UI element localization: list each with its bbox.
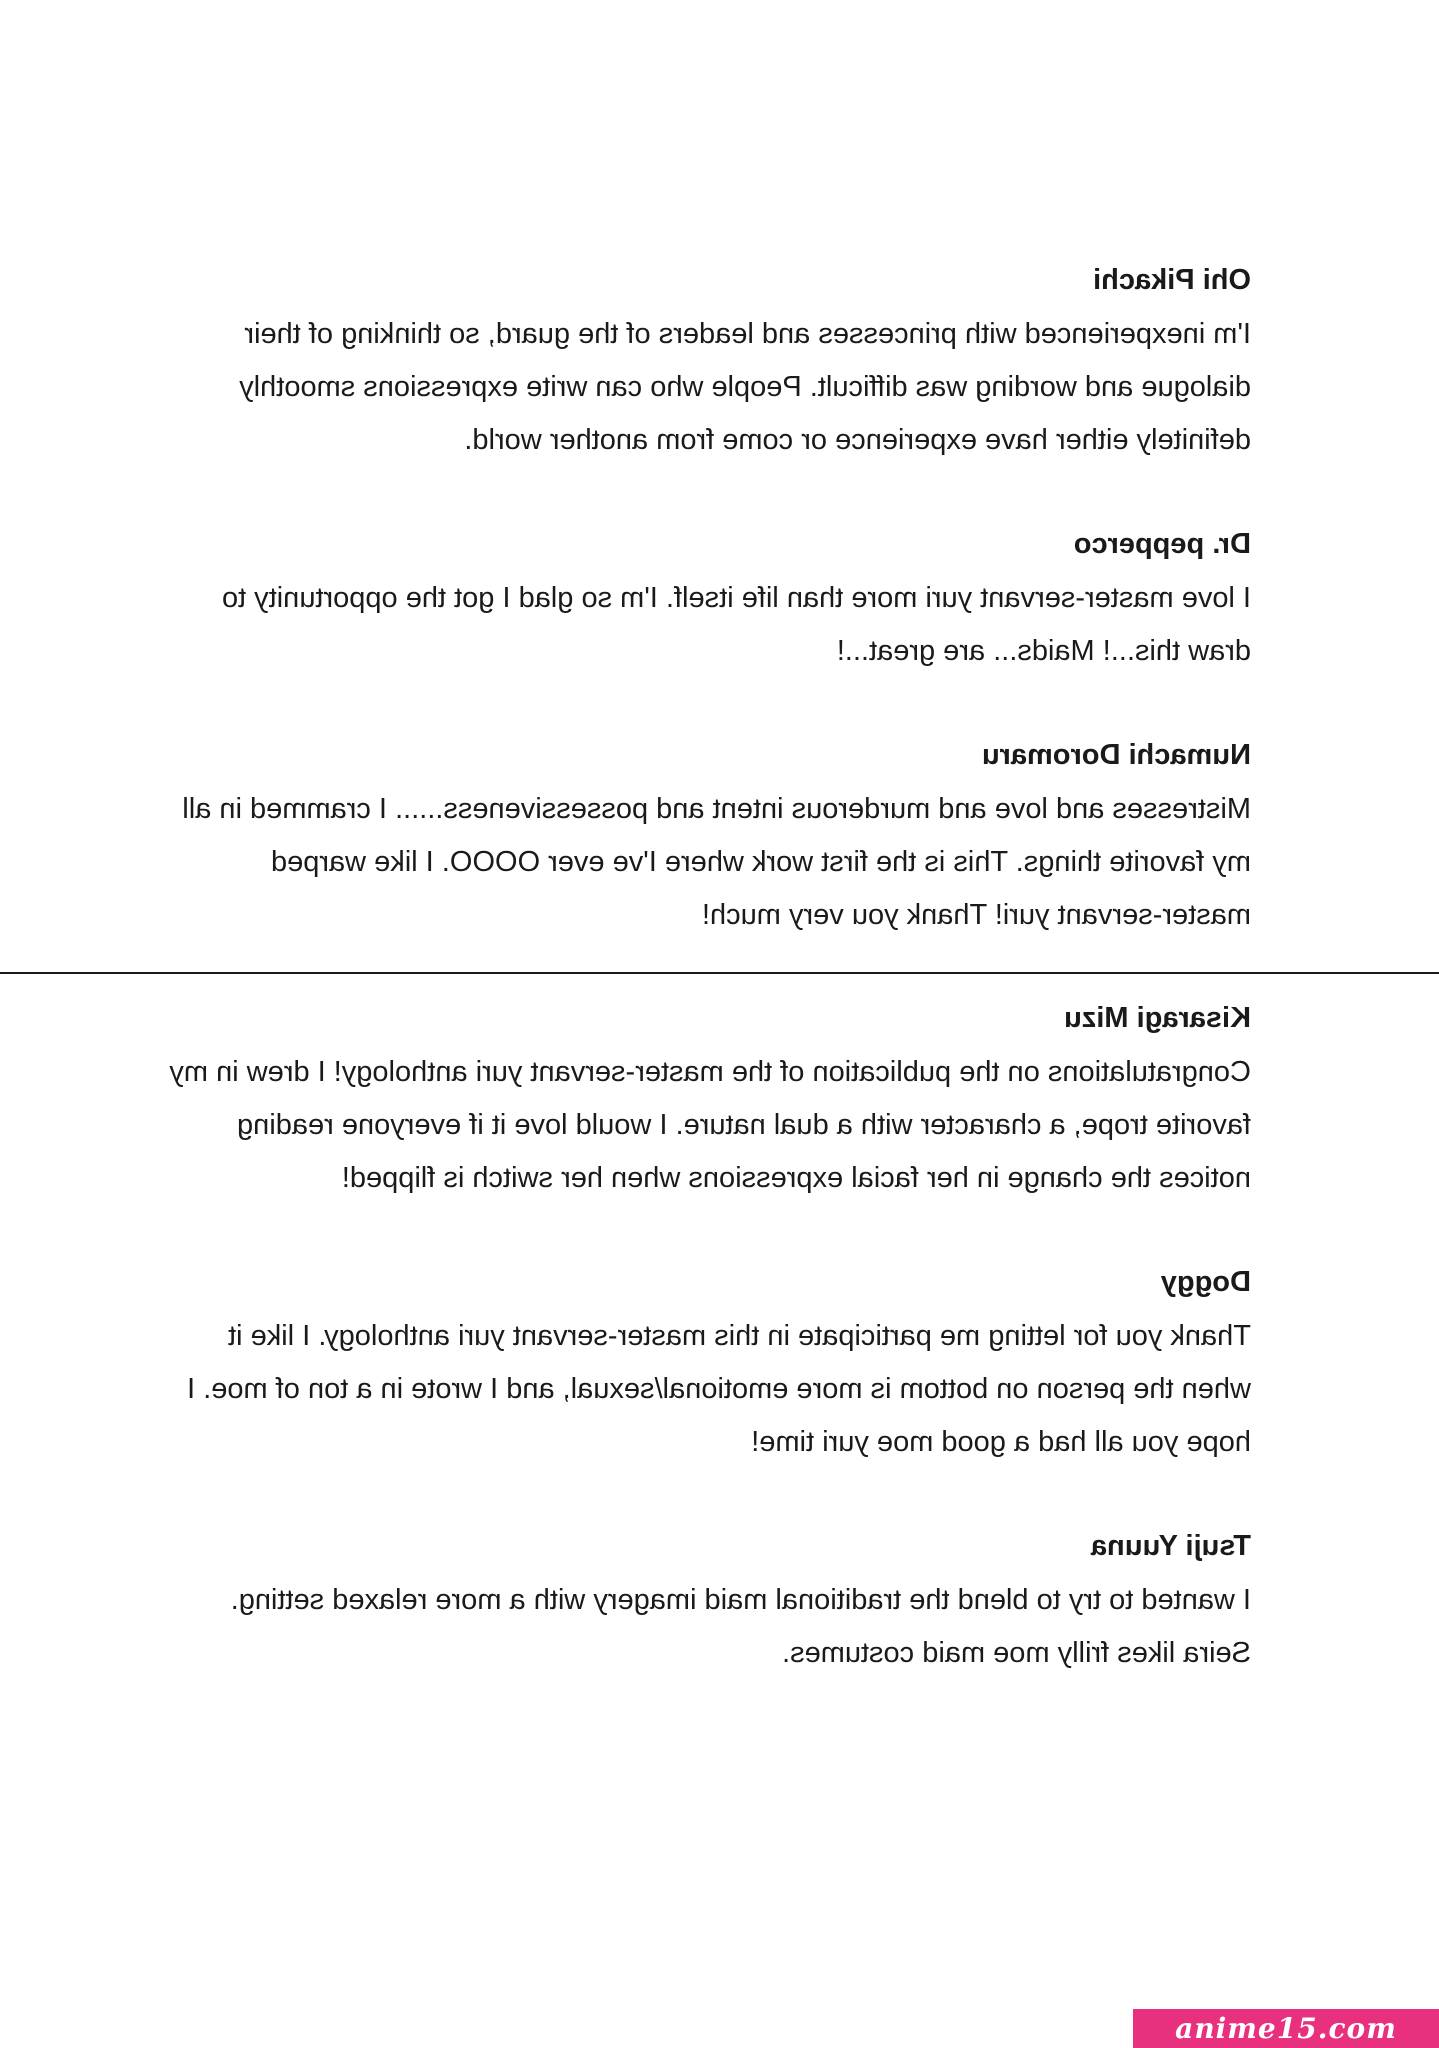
comment-line: definitely either have experience or come from another world.: [464, 424, 1251, 456]
comment-line: draw this...! Maids... are great...!: [836, 635, 1251, 667]
author-name: Numachi Doromaru: [981, 739, 1251, 771]
entry-ohi-pikachi: [121, 262, 1251, 467]
comment-line: master-servant yuri! Thank you very much!: [701, 899, 1251, 931]
comment-line: my favorite things. This is the first work where I've ever OOOO. I like warped: [270, 846, 1251, 878]
comment-line: I wanted to try to blend the traditional maid imagery with a more relaxed setting.: [230, 1584, 1251, 1616]
author-name: Doggy: [1160, 1266, 1251, 1298]
author-name: Ohi Pikachi: [1093, 264, 1251, 296]
entry-kisaragi-mizu: [121, 1000, 1251, 1205]
entry-tsuji-yuuna: [121, 1528, 1251, 1680]
entry-numachi-doromaru: [121, 737, 1251, 942]
author-name: Kisaragi Mizu: [1064, 1002, 1251, 1034]
horizontal-divider: [0, 972, 1439, 974]
comment-line: Seira likes frilly moe maid costumes.: [782, 1637, 1251, 1669]
comment-line: I'm inexperienced with princesses and leaders of the guard, so thinking of their: [244, 318, 1251, 350]
site-watermark[interactable]: anime15.com: [1133, 2009, 1439, 2048]
entry-doggy: [121, 1264, 1251, 1469]
comment-line: Thank you for letting me participate in this master-servant yuri anthology. I like it: [228, 1320, 1251, 1352]
comment-line: hope you all had a good moe yuri time!: [751, 1426, 1251, 1458]
author-name: Tsuji Yuuna: [1090, 1530, 1251, 1562]
comment-line: when the person on bottom is more emotional/sexual, and I wrote in a ton of moe. I: [187, 1373, 1251, 1405]
comment-line: Mistresses and love and murderous intent and possessiveness...... I crammed in all: [182, 793, 1251, 825]
author-name: Dr. pepperco: [1073, 528, 1251, 560]
comment-line: Congratulations on the publication of the master-servant yuri anthology! I drew in my: [169, 1056, 1251, 1088]
comment-line: dialogue and wording was difficult. People who can write expressions smoothly: [239, 371, 1251, 403]
entry-dr-pepperco: [121, 526, 1251, 678]
comment-line: I love master-servant yuri more than life itself. I'm so glad I got the opportunity to: [221, 582, 1251, 614]
comment-line: favorite trope, a character with a dual nature. I would love it if everyone reading: [237, 1109, 1251, 1141]
comment-line: notices the change in her facial expressions when her switch is flipped!: [341, 1162, 1251, 1194]
